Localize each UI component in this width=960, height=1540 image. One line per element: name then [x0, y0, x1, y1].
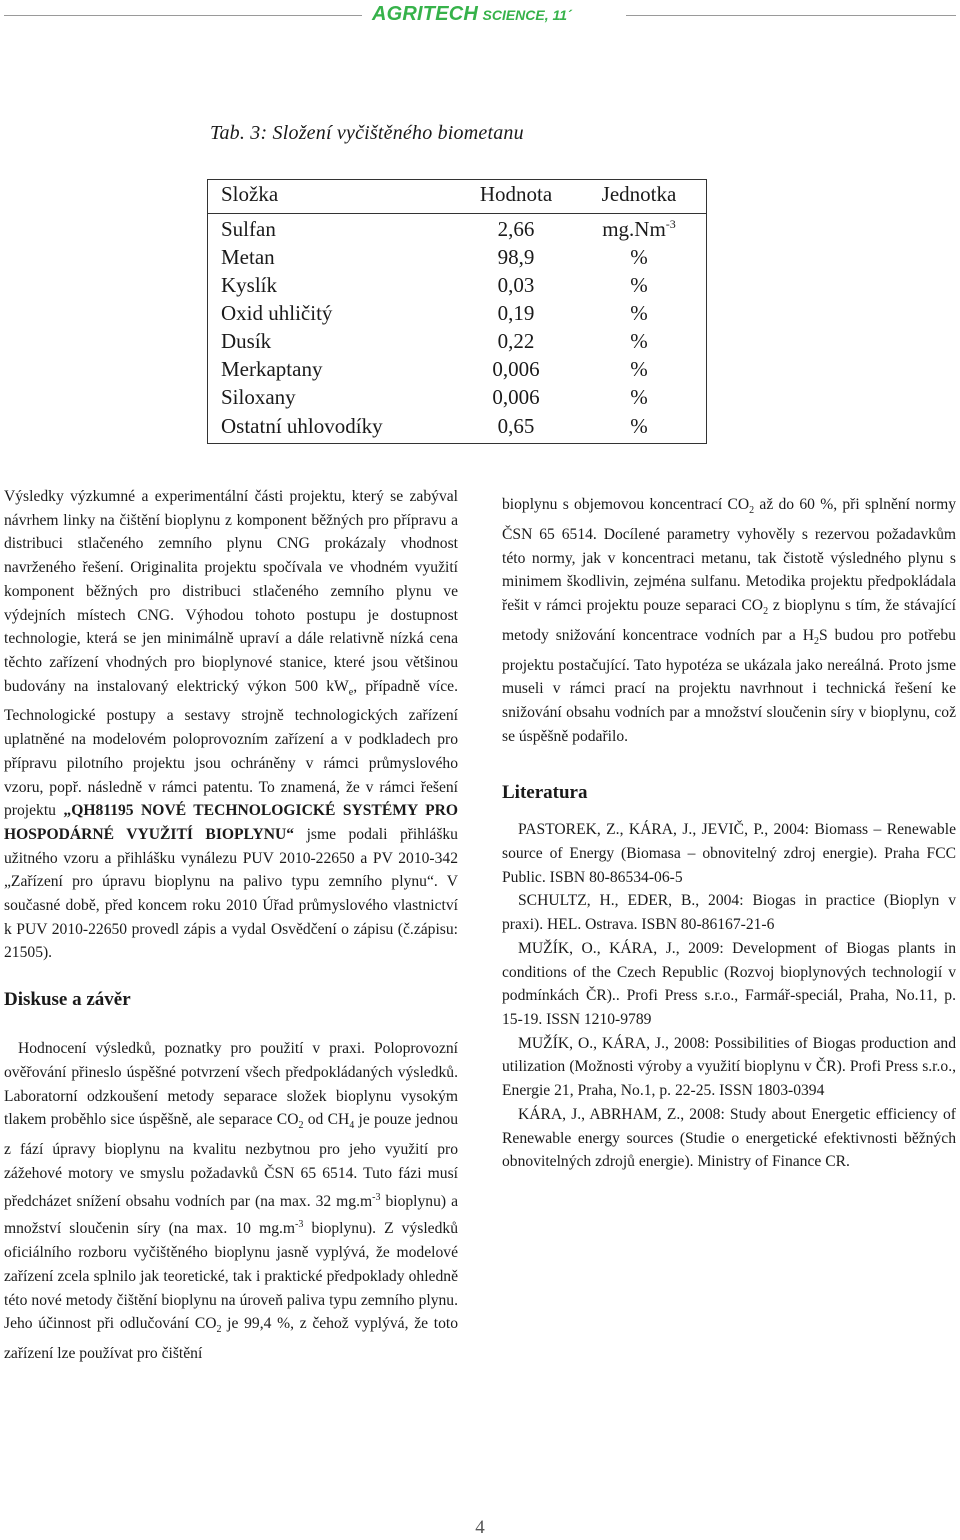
journal-title — [372, 3, 622, 26]
project-title: „QH81195 NOVÉ TECHNOLOGICKÉ SYSTÉMY PRO HOSPODÁRNÉ VYUŽITÍ BIOPLYNU“ — [4, 802, 458, 843]
column-header-unit: Jednotka — [601, 182, 677, 206]
table-cell-unit: % — [630, 301, 648, 325]
reference-item: PASTOREK, Z., KÁRA, J., JEVIČ, P., 2004: Biomass – Renewable source of Energy (Biomasa – obnovitelný zdroj energie). Praha FCC Public. ISBN 80-86534-06-5 — [502, 821, 956, 886]
journal-brand: AGRITECH — [372, 3, 479, 25]
table-cell-unit: % — [630, 414, 648, 438]
table-cell-unit: % — [630, 273, 648, 297]
header-rule-right — [626, 15, 956, 16]
left-column — [4, 485, 458, 1366]
table-row — [208, 357, 706, 385]
table-row — [208, 329, 706, 357]
composition-table — [207, 179, 707, 444]
table-cell-unit: % — [630, 357, 648, 381]
table-cell-component: Siloxany — [221, 385, 296, 409]
section-heading-references: Literatura — [502, 782, 588, 804]
table-row — [208, 414, 706, 442]
table-cell-value: 2,66 — [497, 217, 535, 241]
table-cell-component: Ostatní uhlovodíky — [221, 414, 383, 438]
table-cell-component: Sulfan — [221, 217, 276, 241]
table-row — [208, 273, 706, 301]
table-cell-unit: $mg.Nm^{-3}$ — [602, 217, 676, 241]
table-row — [208, 385, 706, 413]
table-cell-value: 0,006 — [492, 385, 540, 409]
reference-item: MUŽÍK, O., KÁRA, J., 2009: Development of Biogas plants in conditions of the Czech Republic (Rozvoj bioplynových technologií v podmínkách ČR).. Profi Press s.r.o., Farmář-speciál, Praha, No.11, p. 15-19. ISSN 1210-9789 — [502, 939, 956, 1028]
page-number: 4 — [475, 1517, 485, 1538]
table-cell-component: Dusík — [221, 329, 272, 353]
table-cell-component: Oxid uhličitý — [221, 301, 333, 325]
table-header-row — [208, 182, 706, 210]
table-caption: Tab. 3: Složení vyčištěného biometanu — [210, 122, 524, 144]
table-cell-component: Kyslík — [221, 273, 278, 297]
table-cell-unit: % — [630, 329, 648, 353]
right-column — [502, 493, 956, 1174]
table-cell-value: 0,006 — [492, 357, 540, 381]
table-cell-value: 0,22 — [497, 329, 535, 353]
discussion-paragraph: Hodnocení výsledků, poznatky pro použití v praxi. Poloprovozní ověřování přineslo úspěšné potvrzení všech předpokládaných výsledků. Laboratorní odzkoušení metody separace složek bioplynu vysokým tlakem proběhlo sice úspěšně, ale separace $CO_2$ od $CH_4$ je pouze jednou z fází úpravy bioplynu na kvalitu nezbytnou pro jeho využití pro zážehové motory ve smyslu požadavků ČSN 65 6514. Tuto fázi musí předcházet snížení obsahu vodních par (na max. 32 $mg.m^{-3}$ bioplynu) a množství sloučenin síry (na max. 10 $mg.m^{-3}$ bioplynu). Z výsledků oficiálního rozboru vyčištěného bioplynu jasně vyplývá, že modelové zařízení zcela splnilo jak teoretické, tak i praktické předpoklady ohledně této nové metody čištění bioplynu na úroveň paliva typu zemního plynu. Jeho účinnost při odlučování $CO_2$ je 99,4 %, z čehož vyplývá, že toto zařízení lze používat pro čištění — [4, 1040, 459, 1363]
table-row — [208, 217, 706, 245]
table-cell-value: 0,03 — [497, 273, 535, 297]
reference-item: MUŽÍK, O., KÁRA, J., 2008: Possibilities of Biogas production and utilization (Možnosti výroby a využití bioplynu v ČR). Profi Press s.r.o., Energie 21, Praha, No.1, p. 22-25. ISSN 1803-0394 — [502, 1034, 956, 1100]
table-header-divider — [207, 213, 707, 214]
table-row — [208, 245, 706, 273]
header-rule-left — [4, 15, 362, 16]
table-cell-component: Metan — [221, 245, 275, 269]
table-cell-value: 0,65 — [497, 414, 535, 438]
results-paragraph: Výsledky výzkumné a experimentální části projektu, který se zabýval návrhem linky na čištění bioplynu z komponent běžných pro přípravu a distribuci stlačeného zemního plynu CNG prokázaly vhodnost navrženého řešení. Originalita projektu spočívala ve vhodném využití komponent běžných pro distribuci stlačeného zemního plynu ve výdejních místech CNG. Výhodou tohoto postupu je dostupnost technologie, která se jen minimálně upraví a dále relativně nízká cena těchto zařízení vhodných pro bioplynové stanice, které jsou většinou budovány na instalovaný elektrický výkon 500 $kW_e$, případně více. Technologické postupy a sestavy strojně technologických zařízení uplatněné na modelovém poloprovozním zařízení a v podkladech pro přípravu pilotního projektu jsou ochráněny v rámci průmyslového vzoru, popř. následně v rámci patentu. To znamená, že v rámci řešení projektu „QH81195 NOVÉ TECHNOLOGICKÉ SYSTÉMY PRO HOSPODÁRNÉ VYUŽITÍ BIOPLYNU“ jsme podali přihlášku užitného vzoru a přihlášku vynálezu PUV 2010-22650 a PV 2010-342 „Zařízení pro úpravu bioplynu na palivo typu zemního plynu“. V současné době, před koncem roku 2010 Úřad průmyslového vlastnictví k PUV 2010-22650 provedl zápis a vydal Osvědčení o zápisu (č.zápisu: 21505). — [4, 488, 458, 962]
column-header-component: Složka — [221, 182, 279, 206]
table-row — [208, 301, 706, 329]
reference-item: SCHULTZ, H., EDER, B., 2004: Biogas in practice (Bioplyn v praxi). HEL. Ostrava. ISBN 80-86167-21-6 — [502, 892, 956, 934]
section-heading-discussion: Diskuse a závěr — [4, 989, 131, 1011]
journal-issue: SCIENCE, 11´ — [482, 7, 572, 23]
reference-item: KÁRA, J., ABRHAM, Z., 2008: Study about Energetic efficiency of Renewable energy sources (Studie o energetické efektivnosti běžných obnovitelných zdrojů energie). Ministry of Finance CR. — [502, 1105, 956, 1171]
continued-paragraph: bioplynu s objemovou koncentrací $CO_2$ až do 60 %, při splnění normy ČSN 65 6514. Docílené parametry vyhověly s rezervou požadavkům této normy, jak v koncentraci metanu, tak čistotě výsledného plynu s minimem škodlivin, zejména sulfanu. Metodika projektu předpokládala řešit v rámci projektu pouze separaci $CO_2$ z bioplynu s tím, že stávající metody snižování koncentrace vodních par a $H_2S$ budou pro potřebu projektu postačující. Tato hypotéza se ukázala jako nereálná. Proto jsme museli v rámci prací na projektu navrhnout i technická řešení ke snižování obsahu vodních par a množství sloučenin síry v bioplynu, což se úspěšně podařilo. — [502, 496, 956, 745]
table-cell-unit: % — [630, 245, 648, 269]
column-header-value: Hodnota — [479, 182, 553, 206]
table-cell-component: Merkaptany — [221, 357, 323, 381]
table-cell-value: 98,9 — [497, 245, 535, 269]
table-cell-unit: % — [630, 385, 648, 409]
table-cell-value: 0,19 — [497, 301, 535, 325]
